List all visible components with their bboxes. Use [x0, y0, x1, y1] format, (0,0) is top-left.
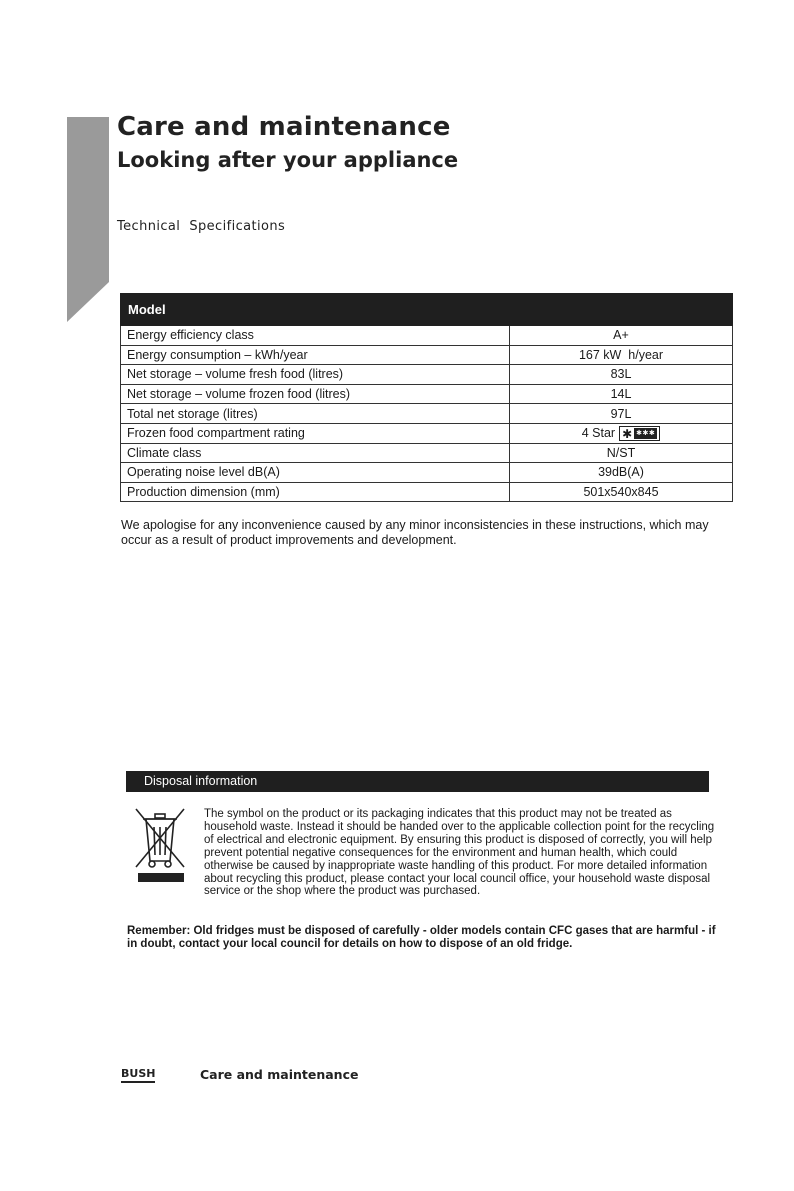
spec-label: Total net storage (litres) [121, 404, 510, 424]
table-row [121, 404, 733, 424]
spec-label: Energy consumption – kWh/year [121, 345, 510, 365]
spec-table-header-row [121, 294, 733, 326]
spec-value: 14L [510, 384, 733, 404]
spec-value: 83L [510, 365, 733, 385]
spec-label: Energy efficiency class [121, 326, 510, 346]
spec-value: N/ST [510, 443, 733, 463]
spec-value: A+ [510, 326, 733, 346]
spec-value: 501x540x845 [510, 482, 733, 502]
spec-label: Production dimension (mm) [121, 482, 510, 502]
page-subtitle: Looking after your appliance [117, 148, 459, 172]
spec-label: Climate class [121, 443, 510, 463]
table-row [121, 482, 733, 502]
remember-warning: Remember: Old fridges must be disposed of carefully - older models contain CFC gases that are harmful - if in doubt, contact your local council for details on how to dispose of an old fridge. [127, 925, 716, 950]
table-row [121, 345, 733, 365]
spec-table [120, 293, 733, 502]
side-tab-decoration [67, 117, 109, 322]
table-row [121, 463, 733, 483]
rating-text: 4 Star [581, 426, 616, 441]
spec-table-header: Model [121, 294, 733, 326]
table-row [121, 365, 733, 385]
weee-bin-icon [132, 805, 188, 883]
spec-label: Net storage – volume frozen food (litres) [121, 384, 510, 404]
table-row [121, 423, 733, 443]
spec-value: 97L [510, 404, 733, 424]
brand-logo [121, 1067, 155, 1080]
spec-label: Frozen food compartment rating [121, 423, 510, 443]
table-row [121, 326, 733, 346]
page-title: Care and maintenance [117, 112, 451, 142]
table-row [121, 443, 733, 463]
spec-label: Operating noise level dB(A) [121, 463, 510, 483]
disposal-heading: Disposal information [126, 771, 709, 792]
section-label: Technical Specifications [117, 219, 286, 234]
spec-label: Net storage – volume fresh food (litres) [121, 365, 510, 385]
spec-value: 167 kW h/year [510, 345, 733, 365]
brand-name: BUSH [121, 1067, 156, 1080]
footer-title: Care and maintenance [200, 1067, 359, 1082]
spec-value-rating [510, 423, 733, 443]
apology-note: We apologise for any inconvenience caused by any minor inconsistencies in these instructions, which may occur as a result of product improvements and development. [121, 518, 709, 547]
table-row [121, 384, 733, 404]
spec-value: 39dB(A) [510, 463, 733, 483]
disposal-text: The symbol on the product or its packaging indicates that this product may not be treated as household waste. Instead it should be handed over to the applicable collection point for the recycling of electrical and electronic equipment. By ensuring this product is disposed of correctly, you will help prevent potential negative consequences for the environment and human health, which could otherwise be caused by inappropriate waste handling of this product. For more detailed information about recycling this product, please contact your local council office, your household waste disposal service or the shop where the product was purchased. [204, 808, 715, 898]
four-star-freezer-icon: ✱ ✱✱✱ [619, 426, 660, 441]
